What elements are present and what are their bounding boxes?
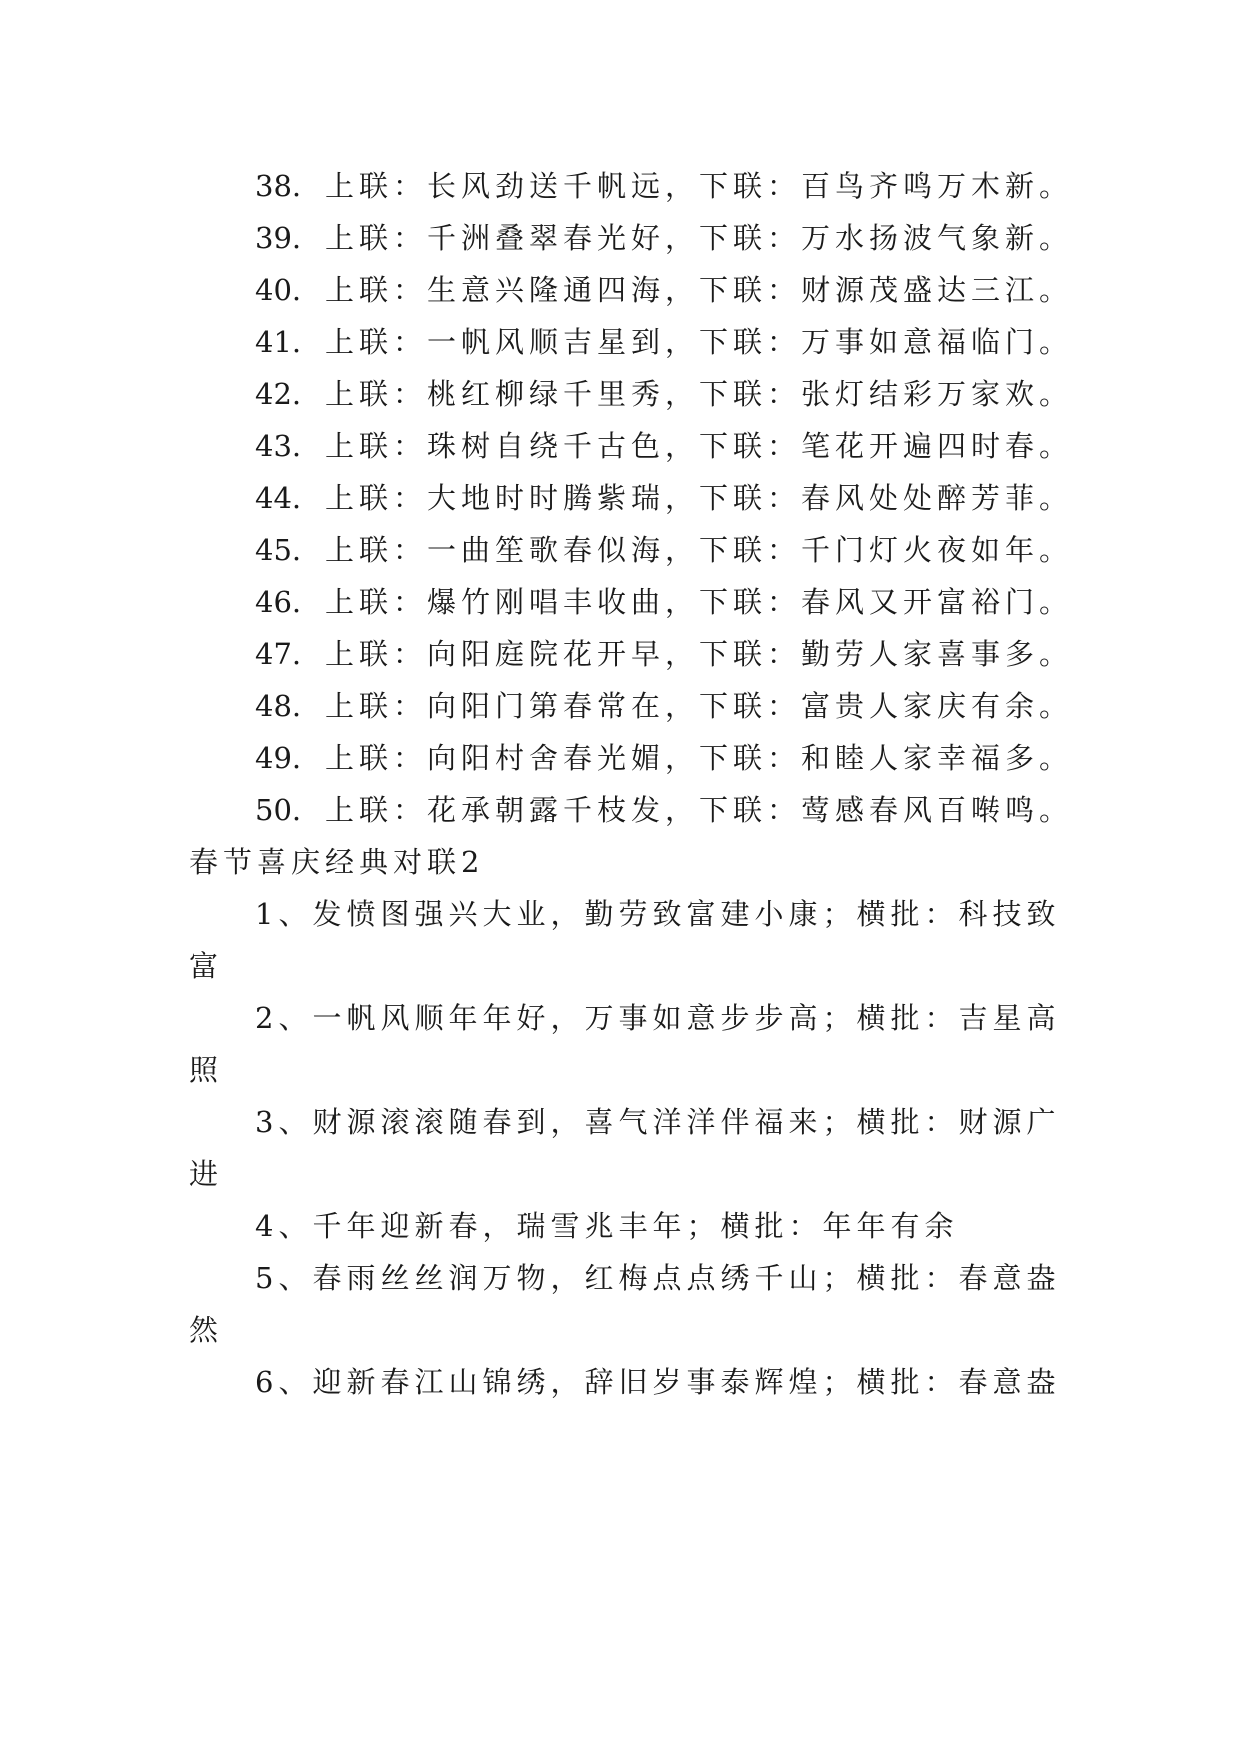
item-line-continuation: 富 — [189, 949, 224, 983]
couplet-number: 42. — [255, 377, 302, 411]
couplet-number: 45. — [255, 533, 302, 567]
couplet-number: 49. — [255, 741, 302, 775]
couplet-line — [189, 738, 1135, 778]
item-line: 4、千年迎新春，瑞雪兆丰年；横批：年年有余 — [255, 1209, 959, 1243]
item-line: 3、财源滚滚随春到，喜气洋洋伴福来；横批：财源广 — [255, 1105, 1061, 1139]
item-line: 1、发愤图强兴大业，勤劳致富建小康；横批：科技致 — [255, 897, 1061, 931]
couplet-text: 上联：向阳庭院花开早，下联：勤劳人家喜事多。 — [325, 637, 1074, 671]
couplet-number: 38. — [255, 169, 302, 203]
couplet-line — [189, 322, 1135, 362]
couplet-line — [189, 426, 1135, 466]
couplet-number: 50. — [255, 793, 302, 827]
couplet-number: 41. — [255, 325, 302, 359]
item-line-continuation: 进 — [189, 1157, 224, 1191]
couplet-text: 上联：花承朝露千枝发，下联：莺感春风百啭鸣。 — [325, 793, 1074, 827]
couplet-number: 43. — [255, 429, 302, 463]
item-line-continuation: 然 — [189, 1313, 224, 1347]
couplet-text: 上联：大地时时腾紫瑞，下联：春风处处醉芳菲。 — [325, 481, 1074, 515]
couplet-text: 上联：长风劲送千帆远，下联：百鸟齐鸣万木新。 — [325, 169, 1074, 203]
couplet-text: 上联：生意兴隆通四海，下联：财源茂盛达三江。 — [325, 273, 1074, 307]
item-line-continuation: 照 — [189, 1053, 224, 1087]
couplet-number: 47. — [255, 637, 302, 671]
couplet-line — [189, 686, 1135, 726]
couplet-number: 39. — [255, 221, 302, 255]
couplet-line — [189, 634, 1135, 674]
couplet-text: 上联：向阳门第春常在，下联：富贵人家庆有余。 — [325, 689, 1074, 723]
couplet-text: 上联：千洲叠翠春光好，下联：万水扬波气象新。 — [325, 221, 1074, 255]
item-line: 5、春雨丝丝润万物，红梅点点绣千山；横批：春意盎 — [255, 1261, 1061, 1295]
couplet-line — [189, 478, 1135, 518]
item-line: 6、迎新春江山锦绣，辞旧岁事泰辉煌；横批：春意盎 — [255, 1365, 1061, 1399]
couplet-number: 48. — [255, 689, 302, 723]
couplet-line — [189, 582, 1135, 622]
couplet-line — [189, 374, 1135, 414]
couplet-line — [189, 530, 1135, 570]
couplet-line — [189, 218, 1135, 258]
item-line: 2、一帆风顺年年好，万事如意步步高；横批：吉星高 — [255, 1001, 1061, 1035]
couplet-text: 上联：一帆风顺吉星到，下联：万事如意福临门。 — [325, 325, 1074, 359]
couplet-text: 上联：桃红柳绿千里秀，下联：张灯结彩万家欢。 — [325, 377, 1074, 411]
couplet-number: 40. — [255, 273, 302, 307]
couplet-text: 上联：一曲笙歌春似海，下联：千门灯火夜如年。 — [325, 533, 1074, 567]
couplet-number: 44. — [255, 481, 302, 515]
couplet-line — [189, 790, 1135, 830]
couplet-line — [189, 166, 1135, 206]
couplet-line — [189, 270, 1135, 310]
couplet-text: 上联：珠树自绕千古色，下联：笔花开遍四时春。 — [325, 429, 1074, 463]
couplet-number: 46. — [255, 585, 302, 619]
couplet-text: 上联：爆竹刚唱丰收曲，下联：春风又开富裕门。 — [325, 585, 1074, 619]
section-heading: 春节喜庆经典对联2 — [189, 845, 485, 879]
couplet-text: 上联：向阳村舍春光媚，下联：和睦人家幸福多。 — [325, 741, 1074, 775]
